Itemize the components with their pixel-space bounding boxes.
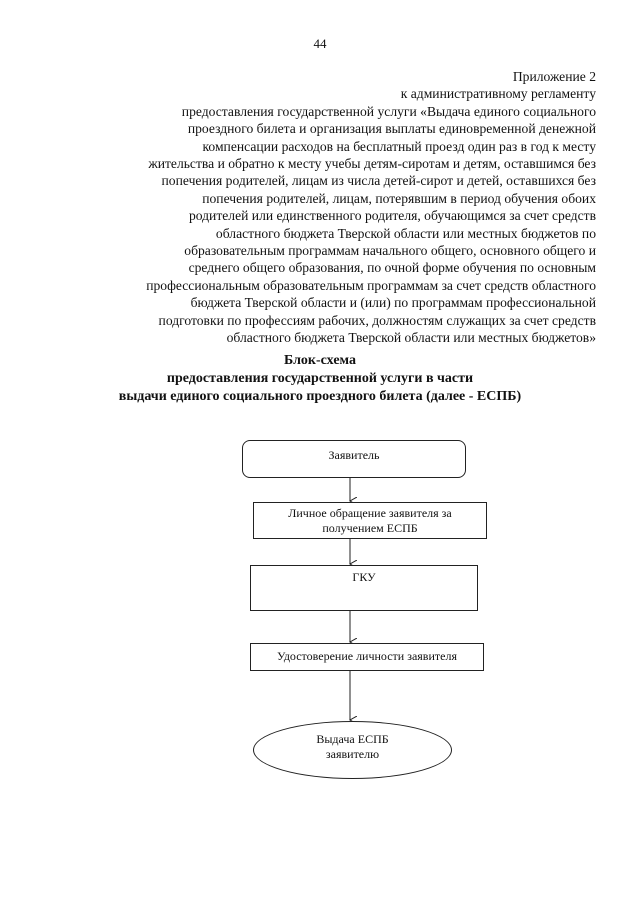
appendix-line: бюджета Тверской области и (или) по программам профессиональной bbox=[190, 295, 596, 311]
appendix-line: попечения родителей, лицам, потерявшим в период обучения обоих bbox=[202, 190, 596, 206]
flow-step-identity-check bbox=[250, 643, 484, 671]
appendix-line: профессиональным образовательным программам за счет средств областного bbox=[146, 277, 596, 293]
appendix-line: подготовки по профессиям рабочих, должностям служащих за счет средств bbox=[158, 312, 596, 328]
title-line: Блок-схема bbox=[284, 353, 356, 368]
flow-step-label: заявителю bbox=[325, 747, 380, 761]
appendix-header bbox=[76, 68, 596, 347]
appendix-line: жительства и обратно к месту учебы детям-сиротам и детям, оставшимся без bbox=[148, 156, 596, 172]
appendix-line: Приложение 2 bbox=[512, 69, 596, 84]
appendix-line: родителей или единственного родителя, обучающимся за счет средств bbox=[188, 208, 596, 224]
appendix-line: областного бюджета Тверской области или местных бюджетов по bbox=[215, 225, 596, 241]
appendix-line: предоставления государственной услуги «Выдача единого социального bbox=[181, 103, 596, 119]
title-line: выдачи единого социального проездного билета (далее - ЕСПБ) bbox=[118, 389, 522, 404]
appendix-line: к административному регламенту bbox=[400, 86, 596, 102]
appendix-line: областного бюджета Тверской области или местных бюджетов» bbox=[226, 330, 596, 346]
page-number: 44 bbox=[313, 36, 327, 51]
flow-step-label: Выдача ЕСПБ bbox=[316, 732, 389, 746]
appendix-line: попечения родителей, лицам из числа детей-сирот и детей, оставшихся без bbox=[161, 173, 596, 189]
appendix-line: среднего общего образования, по очной форме обучения по основным bbox=[188, 260, 596, 276]
title-line: предоставления государственной услуги в части bbox=[166, 371, 474, 386]
flow-step-gku bbox=[250, 565, 478, 611]
appendix-line: компенсации расходов на бесплатный проезд один раз в год к месту bbox=[202, 138, 596, 154]
appendix-line: образовательным программам начального общего, основного общего и bbox=[184, 243, 596, 259]
appendix-line: проездного билета и организация выплаты единовременной денежной bbox=[187, 121, 596, 137]
flow-step-label: Удостоверение личности заявителя bbox=[277, 649, 457, 663]
flow-step-issue-ticket bbox=[253, 721, 452, 779]
flow-step-label: получением ЕСПБ bbox=[322, 521, 418, 535]
flowchart-title bbox=[0, 352, 640, 406]
flow-step-personal-request bbox=[253, 502, 487, 539]
flow-step-label: Заявитель bbox=[328, 448, 380, 462]
flow-step-label: ГКУ bbox=[352, 570, 376, 584]
flow-step-label: Личное обращение заявителя за bbox=[288, 506, 452, 520]
flow-step-applicant bbox=[242, 440, 466, 478]
